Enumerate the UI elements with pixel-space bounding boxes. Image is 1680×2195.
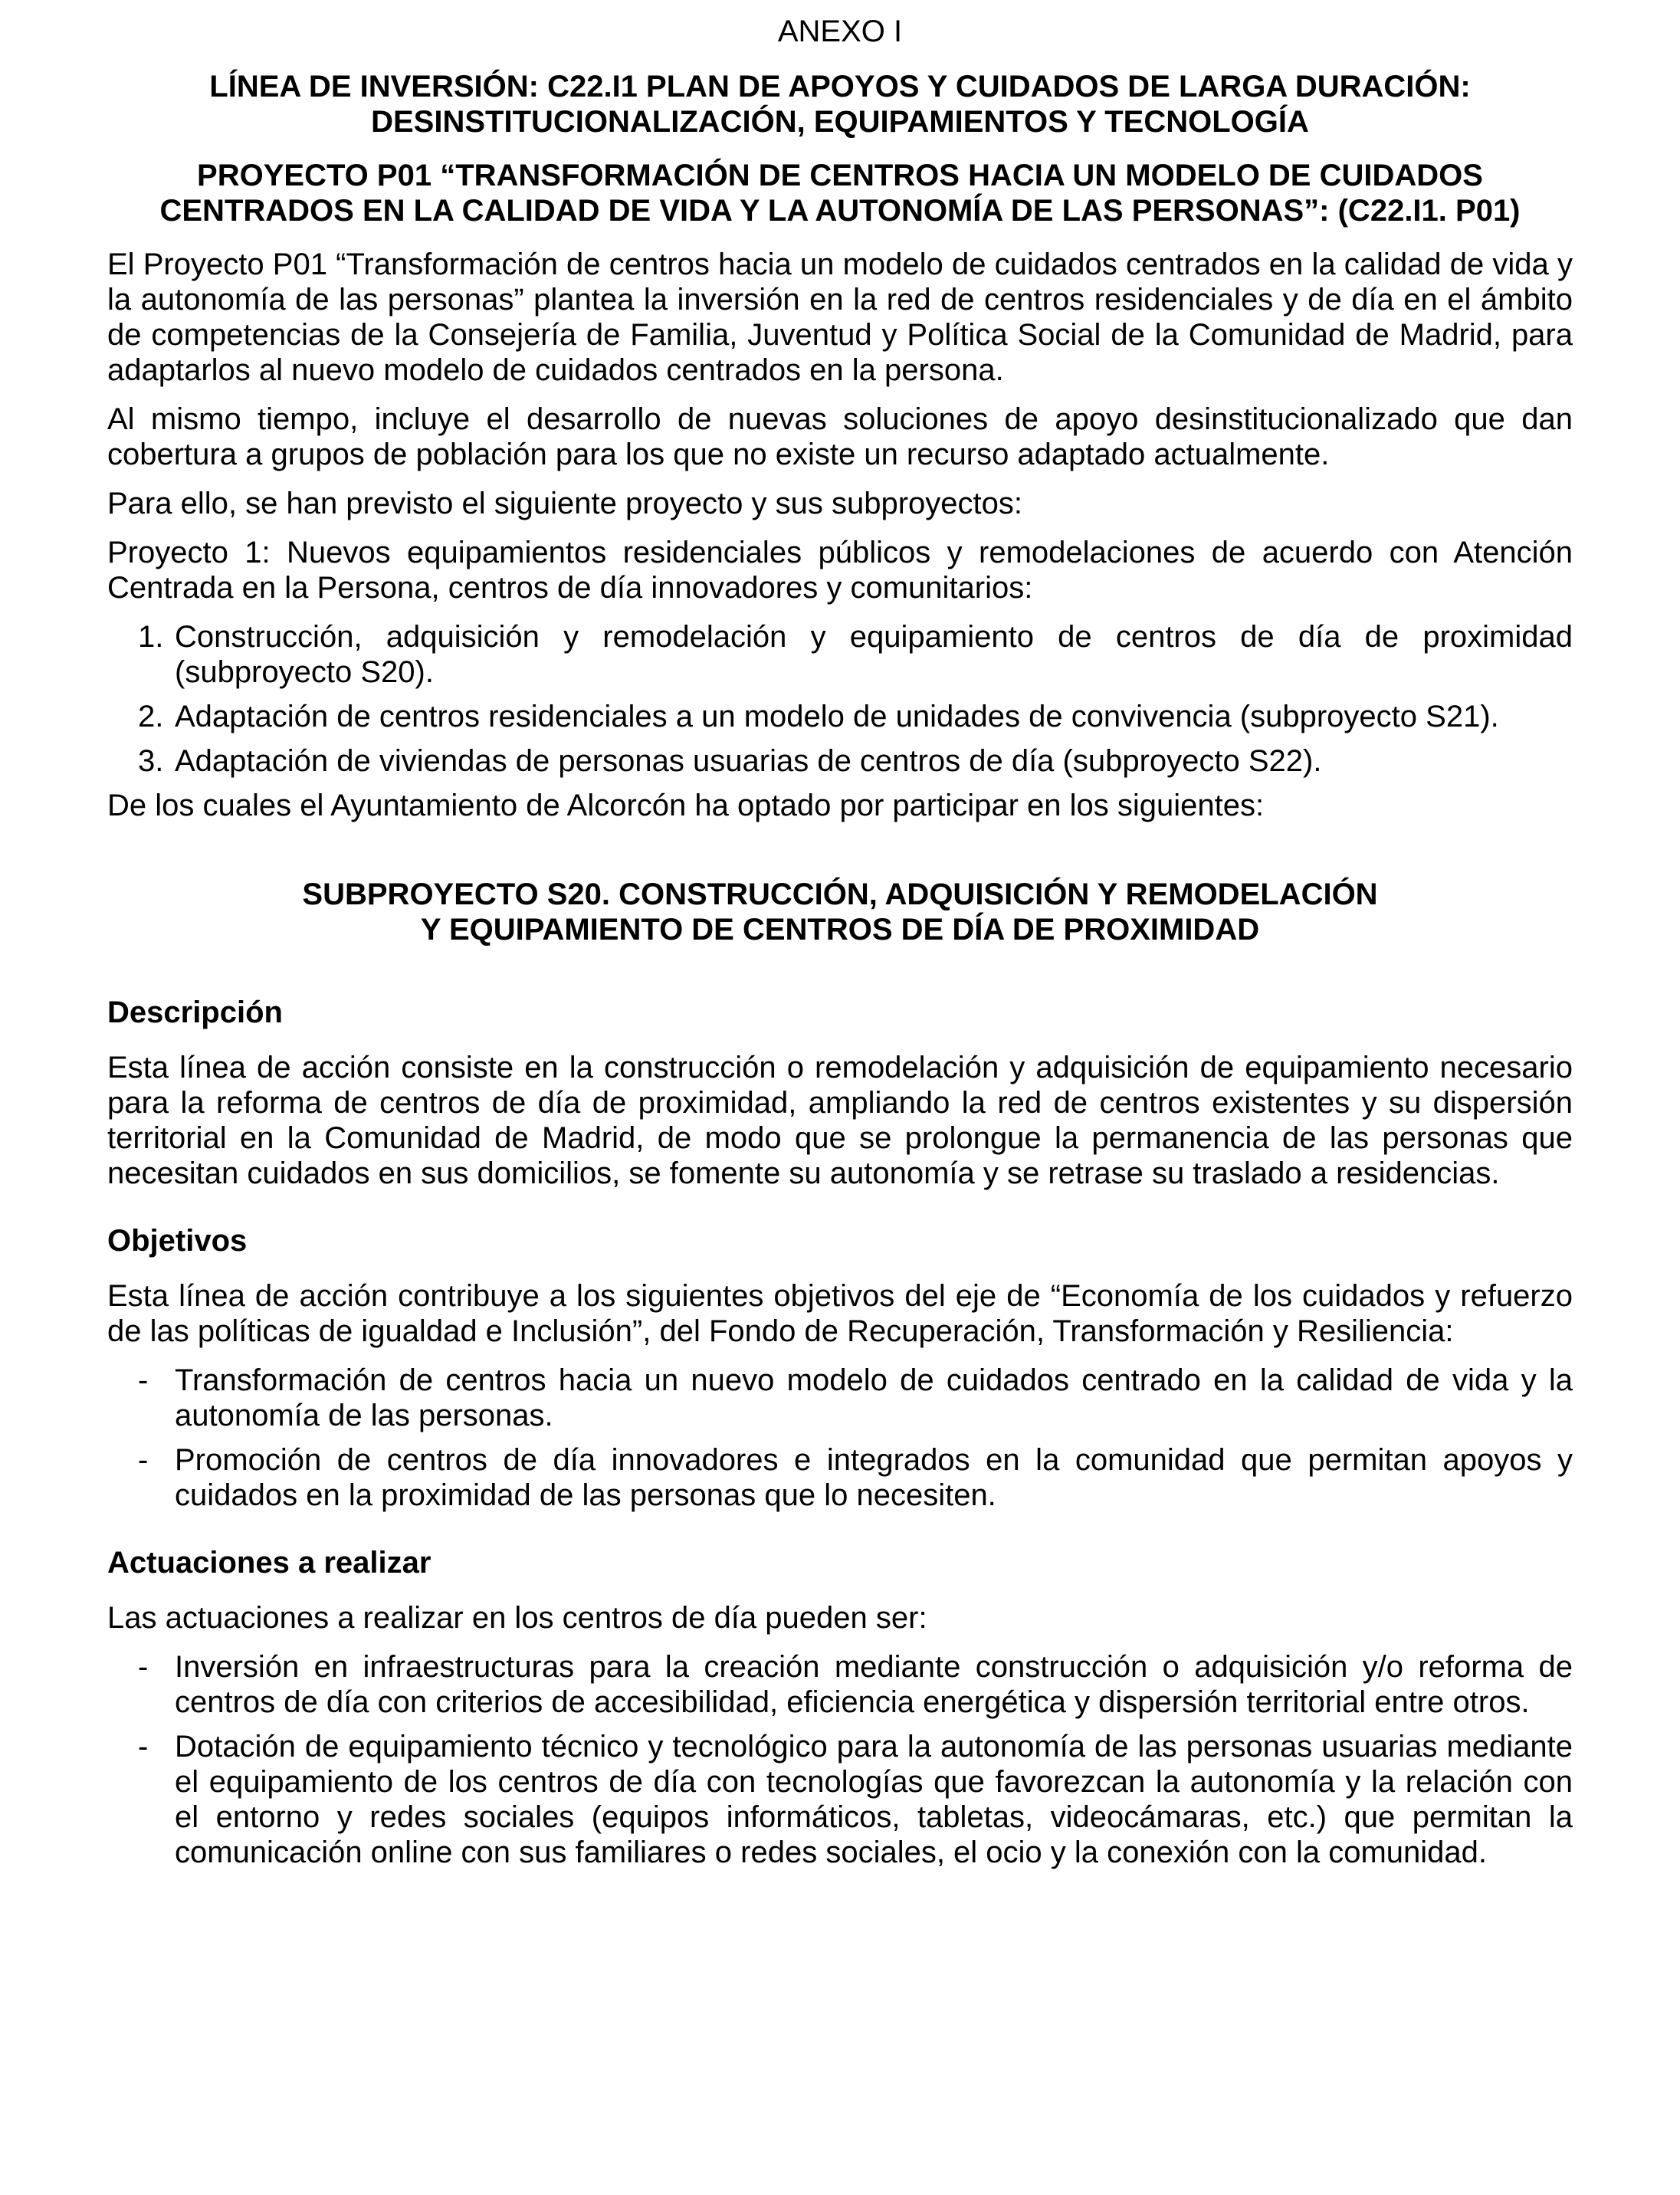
subproject-heading: [107, 877, 1573, 947]
list-item-text: Adaptación de viviendas de personas usuarias de centros de día (subproyecto S22).: [175, 744, 1322, 778]
list-item-dash: -: [138, 1363, 149, 1397]
list-item: [138, 1729, 1573, 1870]
annex-heading: ANEXO I: [777, 15, 903, 48]
objectives-intro: Esta línea de acción contribuye a los siguientes objetivos del eje de “Economía de los cuidados y refuerzo de las políticas de igualdad e Inclusión”, del Fondo de Recuperación, Transformación y Resiliencia:: [107, 1279, 1573, 1348]
description-title: Descripción: [107, 996, 283, 1029]
actions-list: [107, 1649, 1573, 1870]
list-item: [138, 743, 1573, 779]
intro-paragraph-4: Proyecto 1: Nuevos equipamientos residenciales públicos y remodelaciones de acuerdo con Atención Centrada en la Persona, centros de día innovadores y comunitarios:: [107, 536, 1573, 605]
participation-paragraph: De los cuales el Ayuntamiento de Alcorcón ha optado por participar en los siguientes:: [107, 789, 1265, 822]
list-item-number: 1.: [138, 620, 164, 654]
investment-line-heading: LÍNEA DE INVERSIÓN: C22.I1 PLAN DE APOYOS Y CUIDADOS DE LARGA DURACIÓN: DESINSTITUCIONALIZACIÓN, EQUIPAMIENTOS Y TECNOLOGÍA: [209, 70, 1471, 139]
list-item-dash: -: [138, 1650, 149, 1684]
actions-intro: Las actuaciones a realizar en los centros de día pueden ser:: [107, 1601, 927, 1635]
list-item: [138, 619, 1573, 690]
objectives-list: [107, 1363, 1573, 1513]
list-item: [138, 1649, 1573, 1720]
intro-paragraph-2: Al mismo tiempo, incluye el desarrollo de nuevas soluciones de apoyo desinstitucionalizado que dan cobertura a grupos de población para los que no existe un recurso adaptado actualmente.: [107, 402, 1573, 471]
list-item-dash: -: [138, 1730, 149, 1764]
objectives-title: Objetivos: [107, 1224, 248, 1258]
list-item-number: 3.: [138, 744, 164, 778]
subproject-heading-line1: SUBPROYECTO S20. CONSTRUCCIÓN, ADQUISICIÓN Y REMODELACIÓN: [302, 878, 1378, 911]
list-item-text: Transformación de centros hacia un nuevo modelo de cuidados centrado en la calidad de vida y la autonomía de las personas.: [175, 1363, 1573, 1432]
list-item-number: 2.: [138, 700, 164, 733]
list-item-text: Construcción, adquisición y remodelación y equipamiento de centros de día de proximidad (subproyecto S20).: [175, 620, 1573, 689]
list-item: [138, 1442, 1573, 1513]
actions-title: Actuaciones a realizar: [107, 1546, 431, 1580]
list-item: [138, 699, 1573, 734]
list-item-text: Inversión en infraestructuras para la creación mediante construcción o adquisición y/o reforma de centros de día con criterios de accesibilidad, eficiencia energética y dispersión territorial entre otros.: [175, 1650, 1573, 1719]
intro-paragraph-1: El Proyecto P01 “Transformación de centros hacia un modelo de cuidados centrados en la calidad de vida y la autonomía de las personas” plantea la inversión en la red de centros residenciales y de día en el ámbito de competencias de la Consejería de Familia, Juventud y Política Social de la Comunidad de Madrid, para adaptarlos al nuevo modelo de cuidados centrados en la persona.: [107, 248, 1573, 387]
list-item-text: Promoción de centros de día innovadores e integrados en la comunidad que permitan apoyos y cuidados en la proximidad de las personas que lo necesiten.: [175, 1443, 1573, 1512]
project-heading: PROYECTO P01 “TRANSFORMACIÓN DE CENTROS HACIA UN MODELO DE CUIDADOS CENTRADOS EN LA CALIDAD DE VIDA Y LA AUTONOMÍA DE LAS PERSONAS”: (C22.I1. P01): [159, 159, 1521, 228]
subproject-heading-line2: Y EQUIPAMIENTO DE CENTROS DE DÍA DE PROXIMIDAD: [420, 913, 1260, 947]
list-item-text: Dotación de equipamiento técnico y tecnológico para la autonomía de las personas usuarias mediante el equipamiento de los centros de día con tecnologías que favorezcan la autonomía y la relación con el entorno y redes sociales (equipos informáticos, tabletas, videocámaras, etc.) que permitan la comunicación online con sus familiares o redes sociales, el ocio y la conexión con la comunidad.: [175, 1730, 1573, 1869]
description-body: Esta línea de acción consiste en la construcción o remodelación y adquisición de equipamiento necesario para la reforma de centros de día de proximidad, ampliando la red de centros existentes y su dispersión territorial en la Comunidad de Madrid, de modo que se prolongue la permanencia de las personas que necesitan cuidados en sus domicilios, se fomente su autonomía y se retrase su traslado a residencias.: [107, 1051, 1573, 1190]
list-item-text: Adaptación de centros residenciales a un modelo de unidades de convivencia (subproyecto S21).: [175, 700, 1499, 733]
intro-paragraph-3: Para ello, se han previsto el siguiente proyecto y sus subproyectos:: [107, 487, 1022, 520]
subprojects-list: [107, 619, 1573, 779]
list-item-dash: -: [138, 1443, 149, 1477]
list-item: [138, 1363, 1573, 1433]
